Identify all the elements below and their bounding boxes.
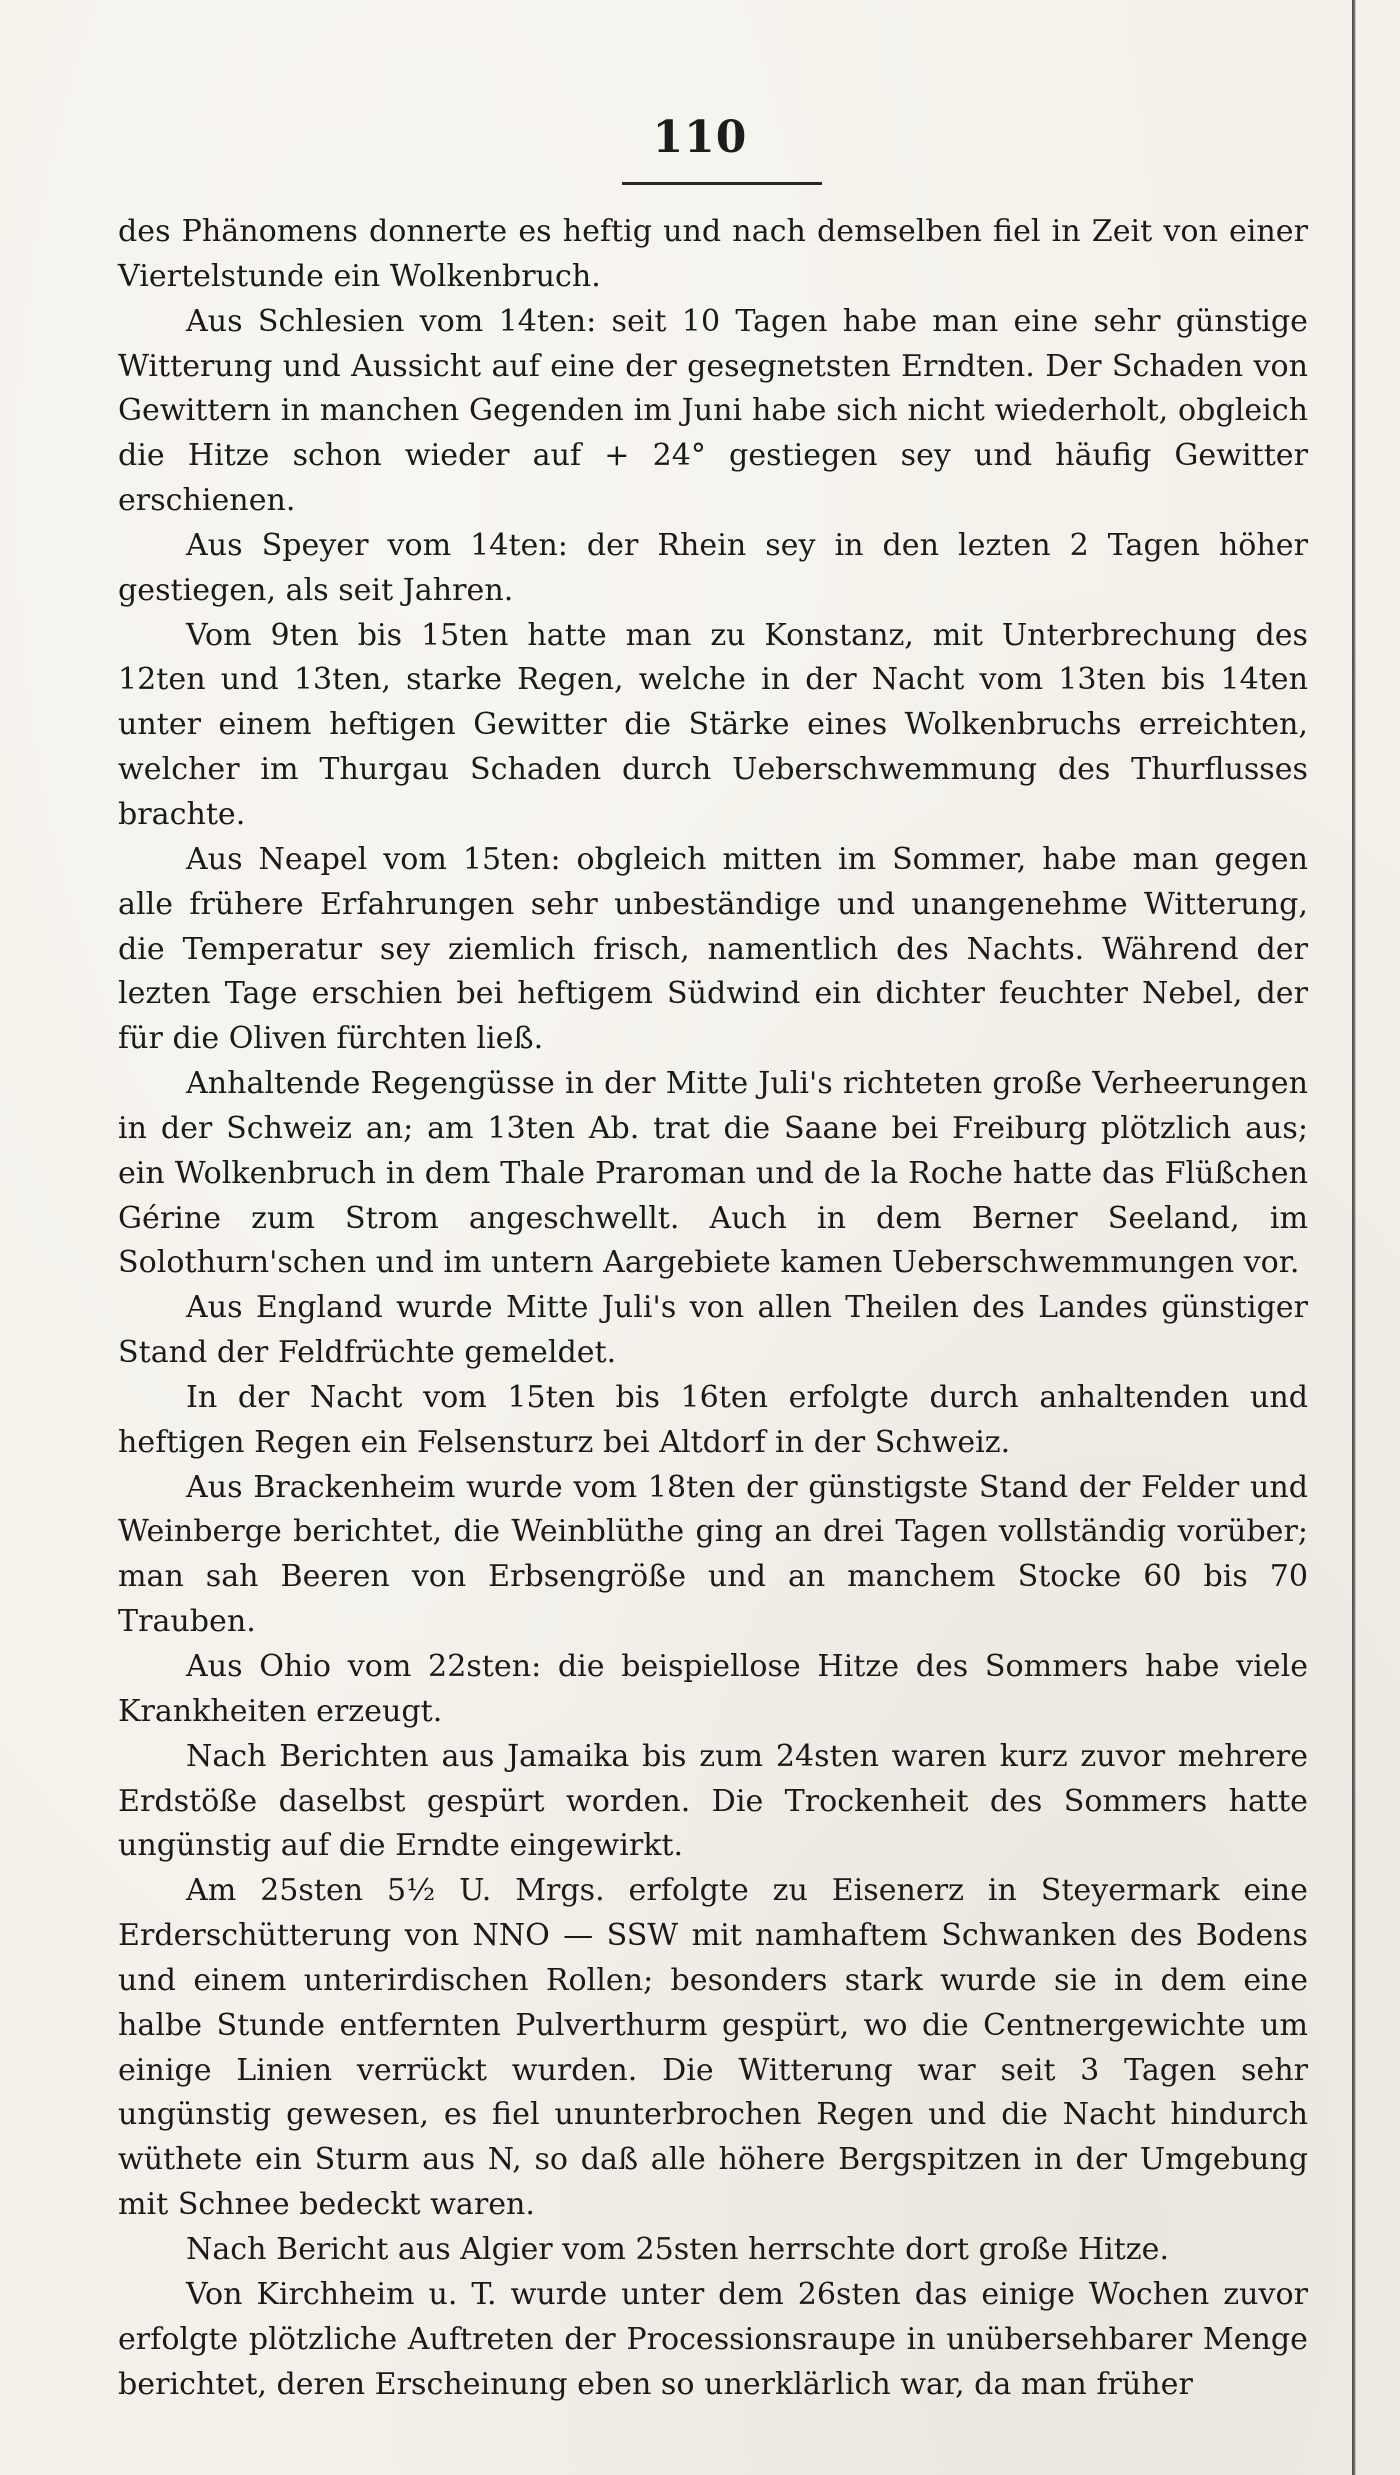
paragraph: Aus Neapel vom 15ten: obgleich mitten im Sommer, habe man gegen alle frühere Erfahrungen sehr unbeständige und unangenehme Witterung, die Temperatur sey ziemlich frisch, namentlich des Nachts. Während der lezten Tage erschien bei heftigem Südwind ein dichter feuchter Nebel, der für die Oliven fürchten ließ. [118,841,1308,1057]
paragraph: Aus Schlesien vom 14ten: seit 10 Tagen habe man eine sehr günstige Witterung und Aussicht auf eine der gesegnetsten Erndten. Der Schaden von Gewittern in manchen Gegenden im Juni habe sich nicht wiederholt, obgleich die Hitze schon wieder auf + 24° gestiegen sey und häufig Gewitter erschienen. [118,303,1308,519]
paragraph: In der Nacht vom 15ten bis 16ten erfolgte durch anhaltenden und heftigen Regen ein Felsensturz bei Altdorf in der Schweiz. [118,1379,1308,1460]
body-text [118,210,1308,2407]
paragraph: Aus Brackenheim wurde vom 18ten der günstigste Stand der Felder und Weinberge berichtet, die Weinblüthe ging an drei Tagen vollständig vorüber; man sah Beeren von Erbsengröße und an manchem Stocke 60 bis 70 Trauben. [118,1469,1308,1640]
binding-edge [1352,0,1356,2475]
paragraph: Von Kirchheim u. T. wurde unter dem 26sten das einige Wochen zuvor erfolgte plötzliche Auftreten der Processionsraupe in unübersehbarer Menge berichtet, deren Erscheinung eben so unerklärlich war, da man früher [118,2276,1308,2402]
paragraph: Aus Ohio vom 22sten: die beispiellose Hitze des Sommers habe viele Krankheiten erzeugt. [118,1649,1308,1729]
paragraph: Am 25sten 5½ U. Mrgs. erfolgte zu Eisenerz in Steyermark eine Erderschütterung von NNO — SSW mit namhaftem Schwanken des Bodens und einem unterirdischen Rollen; besonders stark wurde sie in dem eine halbe Stunde entfernten Pulverthurm gespürt, wo die Centnergewichte um einige Linien verrückt wurden. Die Witterung war seit 3 Tagen sehr ungünstig gewesen, es fiel ununterbrochen Regen und die Nacht hindurch wüthete ein Sturm aus N, so daß alle höhere Bergspitzen in der Umgebung mit Schnee bedeckt waren. [118,1873,1308,2223]
paragraph: Nach Bericht aus Algier vom 25sten herrschte dort große Hitze. [186,2231,1170,2267]
page-number: 110 [652,112,748,163]
paragraph: Nach Berichten aus Jamaika bis zum 24sten waren kurz zuvor mehrere Erdstöße daselbst gespürt worden. Die Trockenheit des Sommers hatte ungünstig auf die Erndte eingewirkt. [118,1738,1308,1864]
page-number-rule [622,182,822,185]
paragraph: Vom 9ten bis 15ten hatte man zu Konstanz, mit Unterbrechung des 12ten und 13ten, starke Regen, welche in der Nacht vom 13ten bis 14ten unter einem heftigen Gewitter die Stärke eines Wolkenbruchs erreichten, welcher im Thurgau Schaden durch Ueberschwemmung des Thurflusses brachte. [118,617,1308,832]
paragraph: Aus England wurde Mitte Juli's von allen Theilen des Landes günstiger Stand der Feldfrüchte gemeldet. [118,1290,1308,1371]
paragraph: des Phänomens donnerte es heftig und nach demselben fiel in Zeit von einer Viertelstunde ein Wolkenbruch. [118,214,1308,294]
paragraph: Anhaltende Regengüsse in der Mitte Juli's richteten große Verheerungen in der Schweiz an; am 13ten Ab. trat die Saane bei Freiburg plötzlich aus; ein Wolkenbruch in dem Thale Praroman und de la Roche hatte das Flüßchen Gérine zum Strom angeschwellt. Auch in dem Berner Seeland, im Solothurn'schen und im untern Aargebiete kamen Ueberschwemmungen vor. [118,1066,1308,1281]
paragraph: Aus Speyer vom 14ten: der Rhein sey in den lezten 2 Tagen höher gestiegen, als seit Jahren. [118,527,1308,608]
